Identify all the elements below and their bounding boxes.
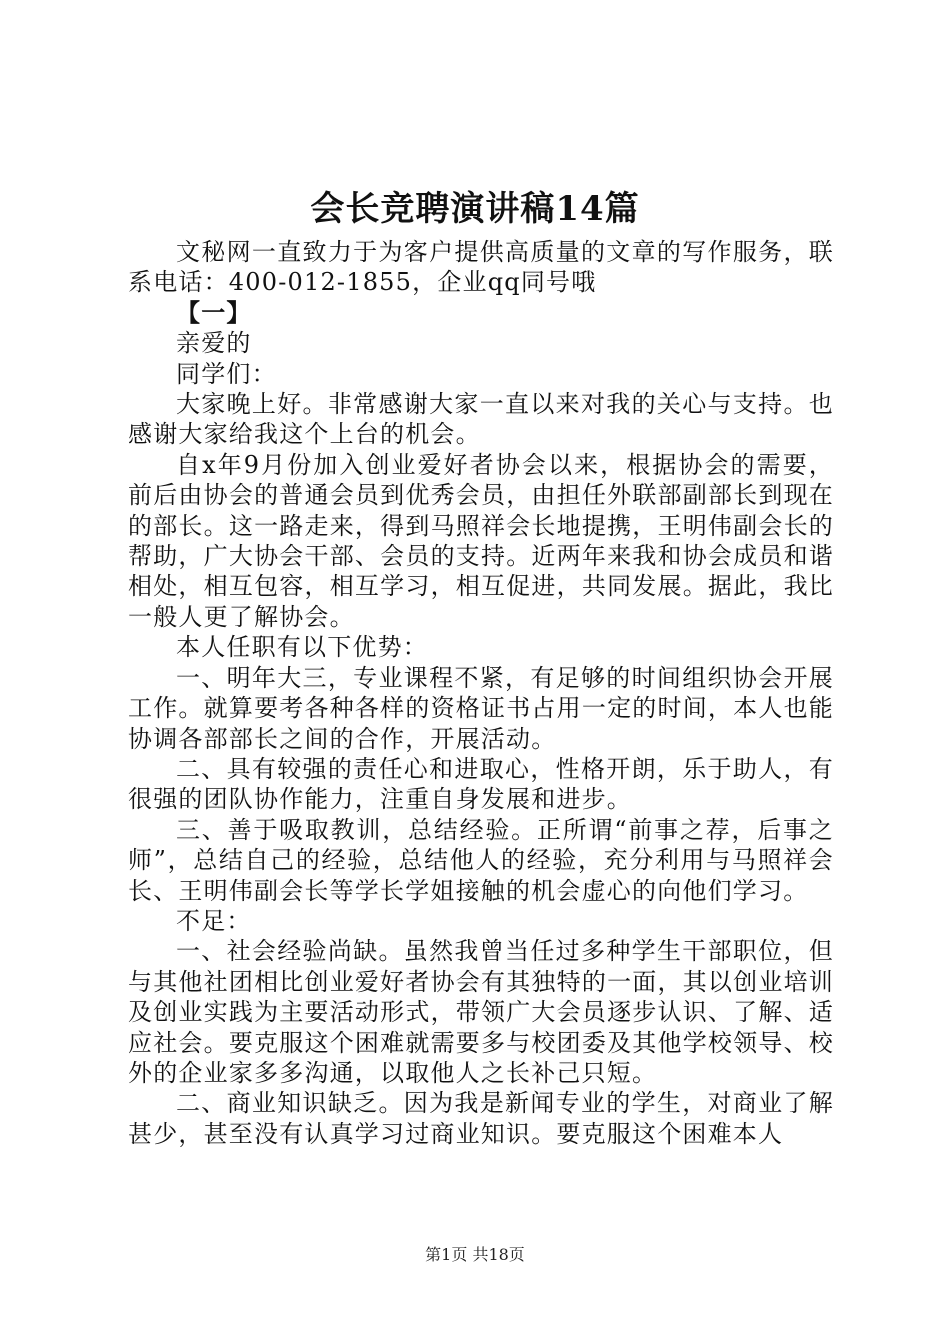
body-paragraph: 同学们： (176, 359, 277, 388)
section-heading: 【一】 (176, 297, 252, 327)
page-footer: 第1页 共18页 (425, 1245, 525, 1264)
body-paragraph: 二、商业知识缺乏。因为我是新闻专业的学生，对商业了解甚少，甚至没有认真学习过商业知识。要克服这个困难本人 (128, 1089, 834, 1148)
body-paragraph: 一、明年大三，专业课程不紧，有足够的时间组织协会开展工作。就算要考各种各样的资格证书占用一定的时间，本人也能协调各部部长之间的合作，开展活动。 (128, 663, 834, 753)
body-paragraph: 不足： (176, 906, 252, 935)
body-paragraph: 二、具有较强的责任心和进取心，性格开朗，乐于助人，有很强的团队协作能力，注重自身发展和进步。 (128, 754, 834, 814)
document-title: 会长竞聘演讲稿14篇 (310, 189, 640, 229)
body-paragraph: 亲爱的 (176, 329, 252, 358)
document-body (128, 237, 834, 1149)
body-paragraph: 自x年9月份加入创业爱好者协会以来，根据协会的需要，前后由协会的普通会员到优秀会员，由担任外联部副部长到现在的部长。这一路走来，得到马照祥会长地提携，王明伟副会长的帮助，广大协会干部、会员的支持。近两年来我和协会成员和谐相处，相互包容，相互学习，相互促进，共同发展。据此，我比一般人更了解协会。 (128, 450, 834, 631)
body-paragraph: 一、社会经验尚缺。虽然我曾当任过多种学生干部职位，但与其他社团相比创业爱好者协会有其独特的一面，其以创业培训及创业实践为主要活动形式，带领广大会员逐步认识、了解、适应社会。要克服这个困难就需要多与校团委及其他学校领导、校外的企业家多多沟通，以取他人之长补己只短。 (128, 937, 834, 1087)
body-paragraph: 三、善于吸取教训，总结经验。正所谓“前事之荐，后事之师”，总结自己的经验，总结他人的经验，充分利用与马照祥会长、王明伟副会长等学长学姐接触的机会虚心的向他们学习。 (128, 815, 834, 905)
body-paragraph: 文秘网一直致力于为客户提供高质量的文章的写作服务，联系电话：400-012-1855，企业qq同号哦 (128, 238, 834, 297)
body-paragraph: 本人任职有以下优势： (176, 633, 428, 662)
body-paragraph: 大家晚上好。非常感谢大家一直以来对我的关心与支持。也感谢大家给我这个上台的机会。 (128, 390, 834, 449)
